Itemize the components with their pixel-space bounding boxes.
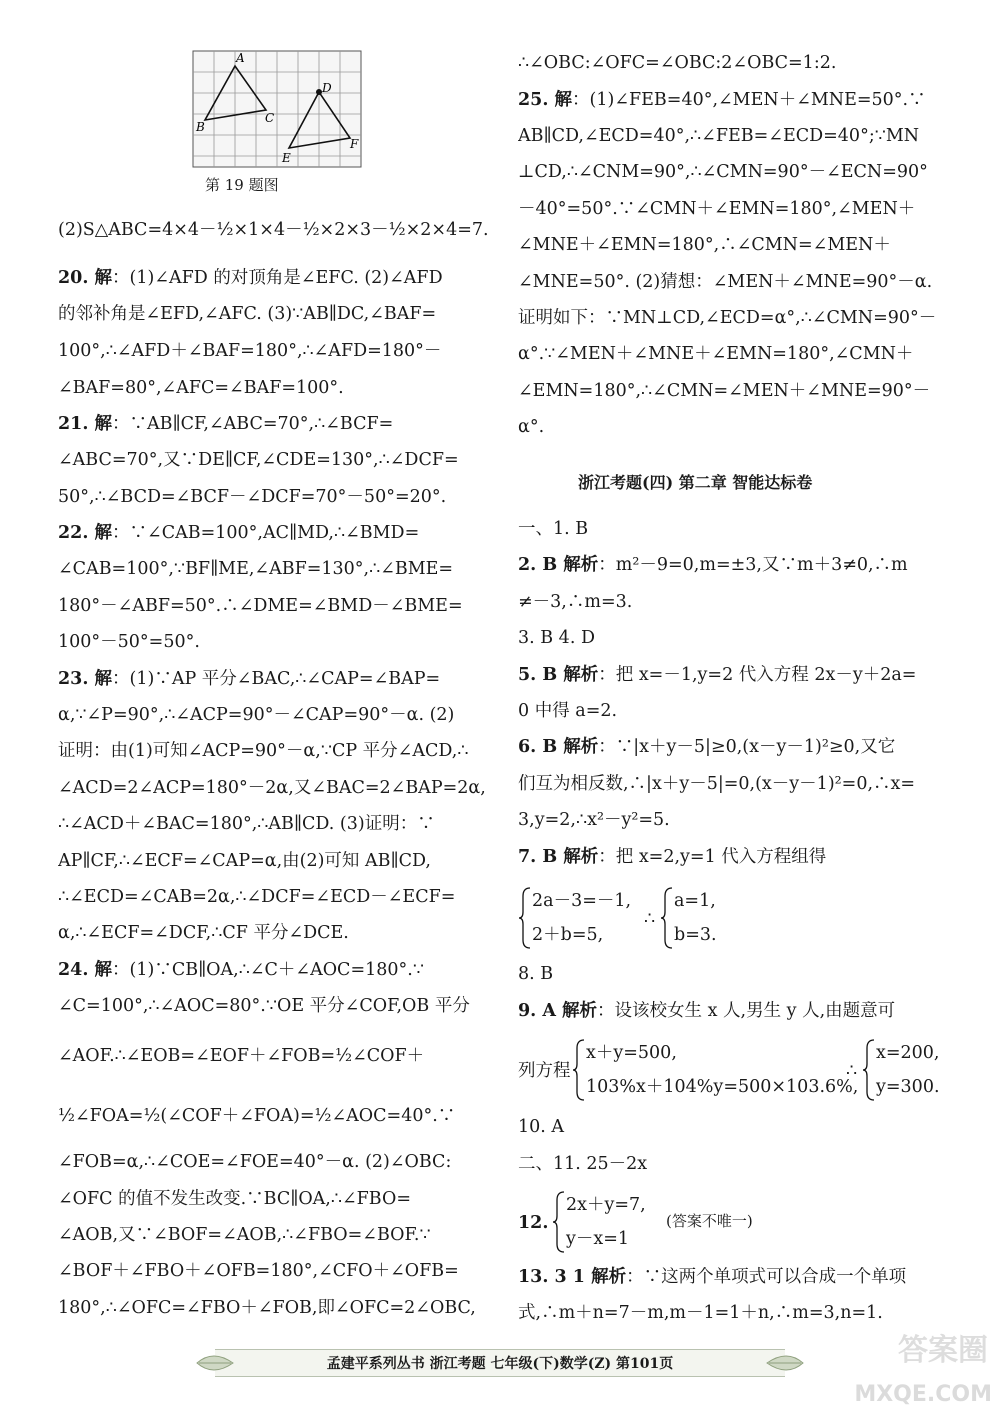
watermark-logo: 答案圈 (898, 1333, 988, 1368)
answer-25-line: ∠MNE＋∠EMN=180°,∴∠CMN=∠MEN＋ (518, 235, 891, 255)
answer-20-line: 的邻补角是∠EFD,∠AFC. (3)∵AB∥DC,∠BAF= (58, 304, 437, 324)
system-eq: 2x＋y=7, (566, 1195, 646, 1215)
answer-3-4: 3. B 4. D (518, 628, 595, 648)
brace-icon (518, 886, 532, 950)
q21-label: 21. 解 (58, 414, 113, 434)
answer-21-line: ∠ABC=70°,又∵DE∥CF,∠CDE=130°,∴∠DCF= (58, 450, 459, 470)
answer-21-line (58, 413, 494, 435)
label-a: A (236, 51, 245, 65)
answer-25-line: AB∥CD,∠ECD=40°,∴∠FEB=∠ECD=40°;∵MN (518, 126, 920, 146)
answer-25-line: ∠EMN=180°,∴∠CMN=∠MEN＋∠MNE=90°－ (518, 381, 931, 401)
answer-24-text: ：(1)∵CB∥OA,∴∠C＋∠AOC=180°.∵ (112, 960, 424, 980)
q24-label: 24. 解 (58, 960, 113, 980)
answer-6-line (518, 736, 954, 758)
brace-icon (572, 1038, 586, 1102)
system-eq: y=300. (876, 1077, 940, 1097)
system-eq: 103%x＋104%y=500×103.6%, (586, 1077, 859, 1097)
answer-13-line: 式,∴m＋n=7－m,m－1=1＋n,∴m=3,n=1. (518, 1303, 883, 1323)
answer-13-line (518, 1266, 954, 1288)
q20-label: 20. 解 (58, 268, 113, 288)
answer-24-line (58, 959, 494, 981)
answer-2-line: ≠－3,∴m=3. (518, 592, 633, 612)
answer-25-line: 证明如下：∵MN⊥CD,∠ECD=α°,∴∠CMN=90°－ (518, 308, 937, 328)
answer-23-text: ：(1)∵AP 平分∠BAC,∴∠CAP=∠BAP= (112, 669, 441, 689)
answer-2-line (518, 554, 954, 576)
answer-1: 一、1. B (518, 519, 589, 539)
section-title: 浙江考题(四) 第二章 智能达标卷 (578, 473, 813, 492)
label-c: C (265, 111, 275, 125)
q9-label: 9. A 解析 (518, 1001, 598, 1021)
label-e: E (282, 151, 291, 165)
answer-23-line: AP∥CF,∴∠ECF=∠CAP=α,由(2)可知 AB∥CD, (58, 851, 431, 871)
grid-figure (192, 50, 362, 168)
answer-24-line: ∠AOF.∴∠EOB=∠EOF＋∠FOB=½∠COF＋ (58, 1046, 425, 1066)
answer-note: (答案不唯一) (666, 1212, 753, 1230)
watermark (800, 1325, 1000, 1413)
answer-5-text: ：把 x=－1,y=2 代入方程 2x－y＋2a= (598, 665, 917, 685)
answer-9-line (518, 1000, 954, 1022)
answer-21-text: ：∵AB∥CF,∠ABC=70°,∴∠BCF= (112, 414, 394, 434)
answer-23-line: ∴∠ECD=∠CAB=2α,∴∠DCF=∠ECD－∠ECF= (58, 887, 456, 907)
answer-7-text: ：把 x=2,y=1 代入方程组得 (598, 847, 827, 867)
answer-20-line (58, 267, 494, 289)
answer-19-2: (2)S△ABC=4×4－½×1×4－½×2×3－½×2×4=7. (58, 220, 489, 240)
answer-24-line: ½∠FOA=½(∠COF＋∠FOA)=½∠AOC=40°.∵ (58, 1106, 456, 1126)
answer-22-line: ∠CAB=100°,∵BF∥ME,∠ABF=130°,∴∠BME= (58, 559, 454, 579)
answer-24-line: ∠FOB=α,∴∠COE=∠FOE=40°－α. (2)∠OBC: (58, 1152, 452, 1172)
system-eq: a=1, (674, 891, 716, 911)
brace-icon (862, 1038, 876, 1102)
answer-13-text: ：∵这两个单项式可以合成一个单项 (626, 1267, 907, 1287)
answer-9-system: 列方程 x＋y=500, 103%x＋104%y=500×103.6%, ∴ x=200, y=300. (518, 1038, 954, 1102)
answer-25-text: ：(1)∠FEB=40°,∠MEN＋∠MNE=50°.∵ (572, 90, 926, 110)
q23-label: 23. 解 (58, 669, 113, 689)
answer-23-line: α,∴∠ECF=∠DCF,∴CF 平分∠DCE. (58, 923, 349, 943)
answer-24-line: ∠OFC 的值不发生改变.∵BC∥OA,∴∠FBO= (58, 1189, 412, 1209)
answer-12-system (518, 1190, 954, 1254)
answer-25-line: α°. (518, 417, 545, 437)
answer-24-line: 180°,∴∠OFC=∠FBO＋∠FOB,即∠OFC=2∠OBC, (58, 1298, 476, 1318)
answer-24-line: ∠AOB,又∵∠BOF=∠AOB,∴∠FBO=∠BOF.∵ (58, 1225, 431, 1245)
brace-icon (552, 1190, 566, 1254)
answer-2-text: ：m²－9=0,m=±3,又∵m＋3≠0,∴m (598, 555, 908, 575)
q2-label: 2. B 解析 (518, 555, 599, 575)
q7-label: 7. B 解析 (518, 847, 599, 867)
q13-label: 13. 3 1 解析 (518, 1267, 627, 1287)
answer-7-line (518, 846, 954, 868)
answer-22-line: 100°－50°=50°. (58, 632, 200, 652)
page-footer (195, 1343, 805, 1383)
answer-23-line: ∠ACD=2∠ACP=180°－2α,又∠BAC=2∠BAP=2α, (58, 778, 486, 798)
answer-23-line (58, 668, 494, 690)
system-eq: 2a－3=－1, (532, 891, 632, 911)
answer-25-line: ⊥CD,∴∠CNM=90°,∴∠CMN=90°－∠ECN=90° (518, 162, 928, 182)
answer-25-line: －40°=50°.∵∠CMN＋∠EMN=180°,∠MEN＋ (518, 199, 916, 219)
watermark-text: MXQE.COM (854, 1382, 992, 1407)
q22-label: 22. 解 (58, 523, 113, 543)
answer-5-line (518, 664, 954, 686)
system-eq: y－x=1 (566, 1229, 630, 1249)
answer-6-text: ：∵|x＋y－5|≥0,(x－y－1)²≥0,又它 (598, 737, 896, 757)
q6-label: 6. B 解析 (518, 737, 599, 757)
system-eq: x＋y=500, (586, 1043, 677, 1063)
system-eq: x=200, (876, 1043, 940, 1063)
answer-6-line: 3,y=2,∴x²－y²=5. (518, 810, 670, 830)
answer-25-line: ∠MNE=50°. (2)猜想：∠MEN＋∠MNE=90°－α. (518, 272, 933, 292)
q25-label: 25. 解 (518, 90, 573, 110)
q12-label: 12. (518, 1213, 549, 1233)
footer-text: 孟建平系列丛书 浙江考题 七年级(下)数学(Z) 第101页 (326, 1356, 674, 1372)
answer-5-line: 0 中得 a=2. (518, 701, 618, 721)
answer-22-line (58, 522, 494, 544)
answer-23-line: 证明：由(1)可知∠ACP=90°－α,∵CP 平分∠ACD,∴ (58, 741, 469, 761)
answer-24-line: ∠C=100°,∴∠AOC=80°.∵OE 平分∠COF,OB 平分 (58, 996, 470, 1016)
answer-25-line: α°.∵∠MEN＋∠MNE＋∠EMN=180°,∠CMN＋ (518, 344, 914, 364)
label-b: B (196, 120, 205, 134)
answer-22-text: ：∵∠CAB=100°,AC∥MD,∴∠BMD= (112, 523, 420, 543)
answer-24-end: ∴∠OBC:∠OFC=∠OBC:2∠OBC=1:2. (518, 53, 837, 73)
q5-label: 5. B 解析 (518, 665, 599, 685)
answer-24-line: ∠BOF＋∠FBO＋∠OFB=180°,∠CFO＋∠OFB= (58, 1261, 459, 1281)
answer-8: 8. B (518, 964, 554, 984)
system-eq: b=3. (674, 925, 717, 945)
brace-icon (660, 886, 674, 950)
answer-23-line: α,∵∠P=90°,∴∠ACP=90°－∠CAP=90°－α. (2) (58, 705, 455, 725)
answer-21-line: 50°,∴∠BCD=∠BCF－∠DCF=70°－50°=20°. (58, 487, 447, 507)
system-prefix: 列方程 (518, 1061, 571, 1081)
answer-9-text: ：设该校女生 x 人,男生 y 人,由题意可 (597, 1001, 896, 1021)
label-d: D (322, 81, 332, 95)
answer-20-line: ∠BAF=80°,∠AFC=∠BAF=100°. (58, 378, 344, 398)
label-f: F (350, 137, 359, 151)
answer-23-line: ∴∠ACD＋∠BAC=180°,∴AB∥CD. (3)证明：∵ (58, 814, 435, 834)
answer-25-line (518, 89, 954, 111)
answer-10: 10. A (518, 1117, 565, 1137)
answer-11: 二、11. 25－2x (518, 1154, 648, 1174)
figure-caption: 第 19 题图 (205, 176, 279, 194)
answer-22-line: 180°－∠ABF=50°.∴∠DME=∠BMD－∠BME= (58, 596, 463, 616)
answer-20-line: 100°,∴∠AFD＋∠BAF=180°,∴∠AFD=180°－ (58, 341, 442, 361)
answer-20-text: ：(1)∠AFD 的对顶角是∠EFC. (2)∠AFD (112, 268, 443, 288)
answer-7-system: 2a－3=－1, 2＋b=5, ∴ a=1, b=3. (518, 886, 954, 950)
figure-19 (192, 50, 362, 172)
answer-6-line: 们互为相反数,∴|x＋y－5|=0,(x－y－1)²=0,∴x= (518, 774, 916, 794)
system-eq: 2＋b=5, (532, 925, 604, 945)
